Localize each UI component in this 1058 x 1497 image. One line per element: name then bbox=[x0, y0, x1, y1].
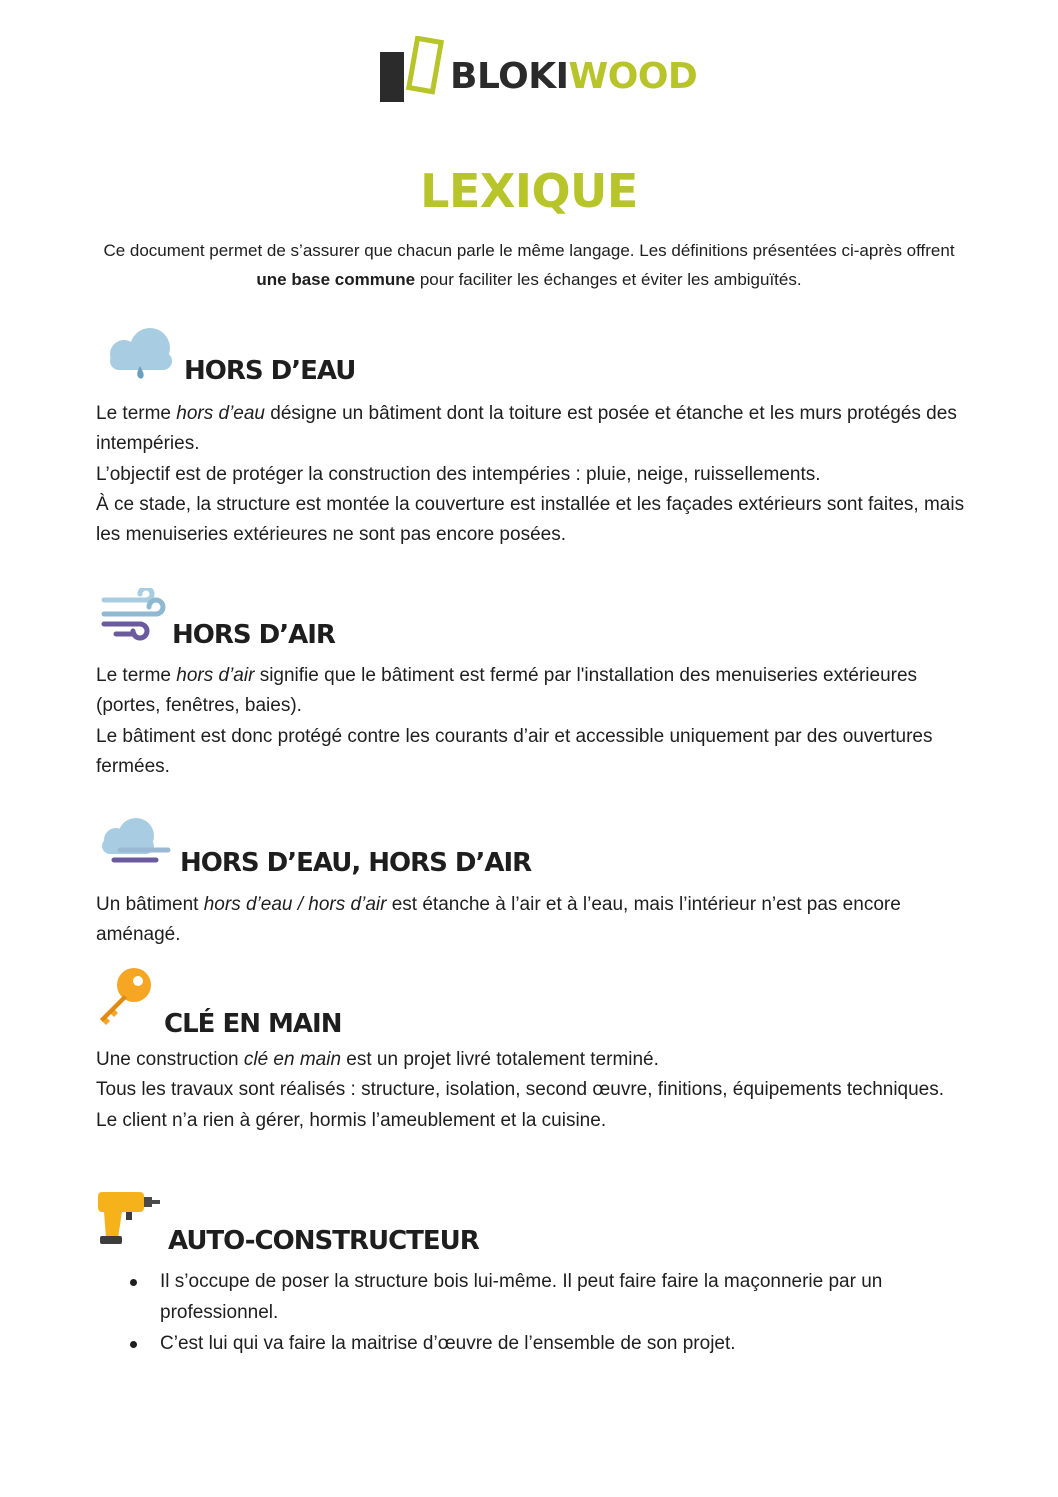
body-text: Le terme bbox=[96, 403, 177, 424]
intro-text-start: Ce document permet de s’assurer que chacun parle le même langage. Les définitions présentées ci-après offrent bbox=[103, 241, 955, 260]
body-text: désigne un bâtiment dont la toiture est posée et étanche et les murs protégés des intempéries. bbox=[96, 403, 957, 455]
section-title: AUTO-CONSTRUCTEUR bbox=[168, 1226, 479, 1256]
body-term: clé en main bbox=[243, 1049, 342, 1070]
section-title: HORS D’EAU, HORS D’AIR bbox=[180, 848, 532, 878]
body-term: hors d’eau bbox=[176, 403, 265, 424]
section-body-hors-deau bbox=[96, 399, 966, 550]
body-line: Tous les travaux sont réalisés : structure, isolation, second œuvre, finitions, équipements techniques. bbox=[96, 1079, 945, 1101]
section-body-hors-deau-hors-dair bbox=[96, 890, 966, 951]
logo-text-accent: WOOD bbox=[568, 56, 698, 97]
body-term: hors d’air bbox=[176, 665, 255, 686]
body-text: est étanche à l’air et à l’eau, mais l’intérieur n’est pas encore aménagé. bbox=[96, 894, 901, 946]
body-line: Le bâtiment est donc protégé contre les courants d’air et accessible uniquement par des ouvertures fermées. bbox=[96, 725, 933, 777]
section-heading-hors-dair bbox=[100, 588, 335, 650]
page-title: LEXIQUE bbox=[420, 164, 638, 218]
section-title: HORS D’EAU bbox=[184, 356, 356, 386]
body-line: Le client n’a rien à gérer, hormis l’ameublement et la cuisine. bbox=[96, 1109, 607, 1131]
body-line: L’objectif est de protéger la construction des intempéries : pluie, neige, ruissellements. bbox=[96, 463, 821, 485]
intro-text-end: pour faciliter les échanges et éviter les ambiguïtés. bbox=[415, 270, 802, 289]
body-line bbox=[96, 1045, 966, 1075]
logo-wordmark bbox=[450, 56, 698, 97]
body-text: Le terme bbox=[96, 665, 177, 686]
body-line bbox=[96, 890, 966, 951]
section-heading-hors-deau bbox=[104, 326, 356, 386]
cloud-rain-icon bbox=[104, 326, 176, 382]
intro-paragraph bbox=[100, 236, 958, 294]
body-text: Une construction bbox=[96, 1049, 244, 1070]
list-item: C’est lui qui va faire la maitrise d’œuvre de l’ensemble de son projet. bbox=[96, 1328, 966, 1359]
body-line bbox=[96, 661, 966, 722]
body-line: À ce stade, la structure est montée la couverture est installée et les façades extérieurs sont faites, mais les menuiseries extérieures ne sont pas encore posées. bbox=[96, 493, 965, 546]
body-term: hors d’eau / hors d’air bbox=[203, 894, 387, 915]
key-icon bbox=[94, 965, 158, 1029]
section-title: CLÉ EN MAIN bbox=[164, 1009, 342, 1039]
section-heading-cle-en-main bbox=[94, 965, 342, 1039]
section-body-hors-dair bbox=[96, 661, 966, 782]
logo-text-dark: BLOKI bbox=[450, 56, 569, 97]
section-title: HORS D’AIR bbox=[172, 620, 335, 650]
drill-icon bbox=[96, 1188, 162, 1248]
wind-icon bbox=[100, 588, 170, 644]
body-text: Un bâtiment bbox=[96, 894, 204, 915]
section-heading-auto-constructeur bbox=[96, 1188, 479, 1256]
logo-mark-icon bbox=[378, 36, 446, 106]
body-line bbox=[96, 399, 966, 460]
body-text: est un projet livré totalement terminé. bbox=[341, 1049, 659, 1070]
blokiwood-logo bbox=[378, 36, 697, 106]
intro-text-bold: une base commune bbox=[256, 270, 416, 289]
auto-constructeur-bullet-list bbox=[96, 1266, 966, 1359]
cloud-fog-icon bbox=[98, 816, 172, 872]
body-text: signifie que le bâtiment est fermé par l'installation des menuiseries extérieures (portes, fenêtres, baies). bbox=[96, 665, 918, 717]
list-item: Il s’occupe de poser la structure bois lui-même. Il peut faire faire la maçonnerie par un professionnel. bbox=[96, 1266, 966, 1328]
section-body-cle-en-main bbox=[96, 1045, 966, 1136]
section-heading-hors-deau-hors-dair bbox=[98, 816, 532, 878]
